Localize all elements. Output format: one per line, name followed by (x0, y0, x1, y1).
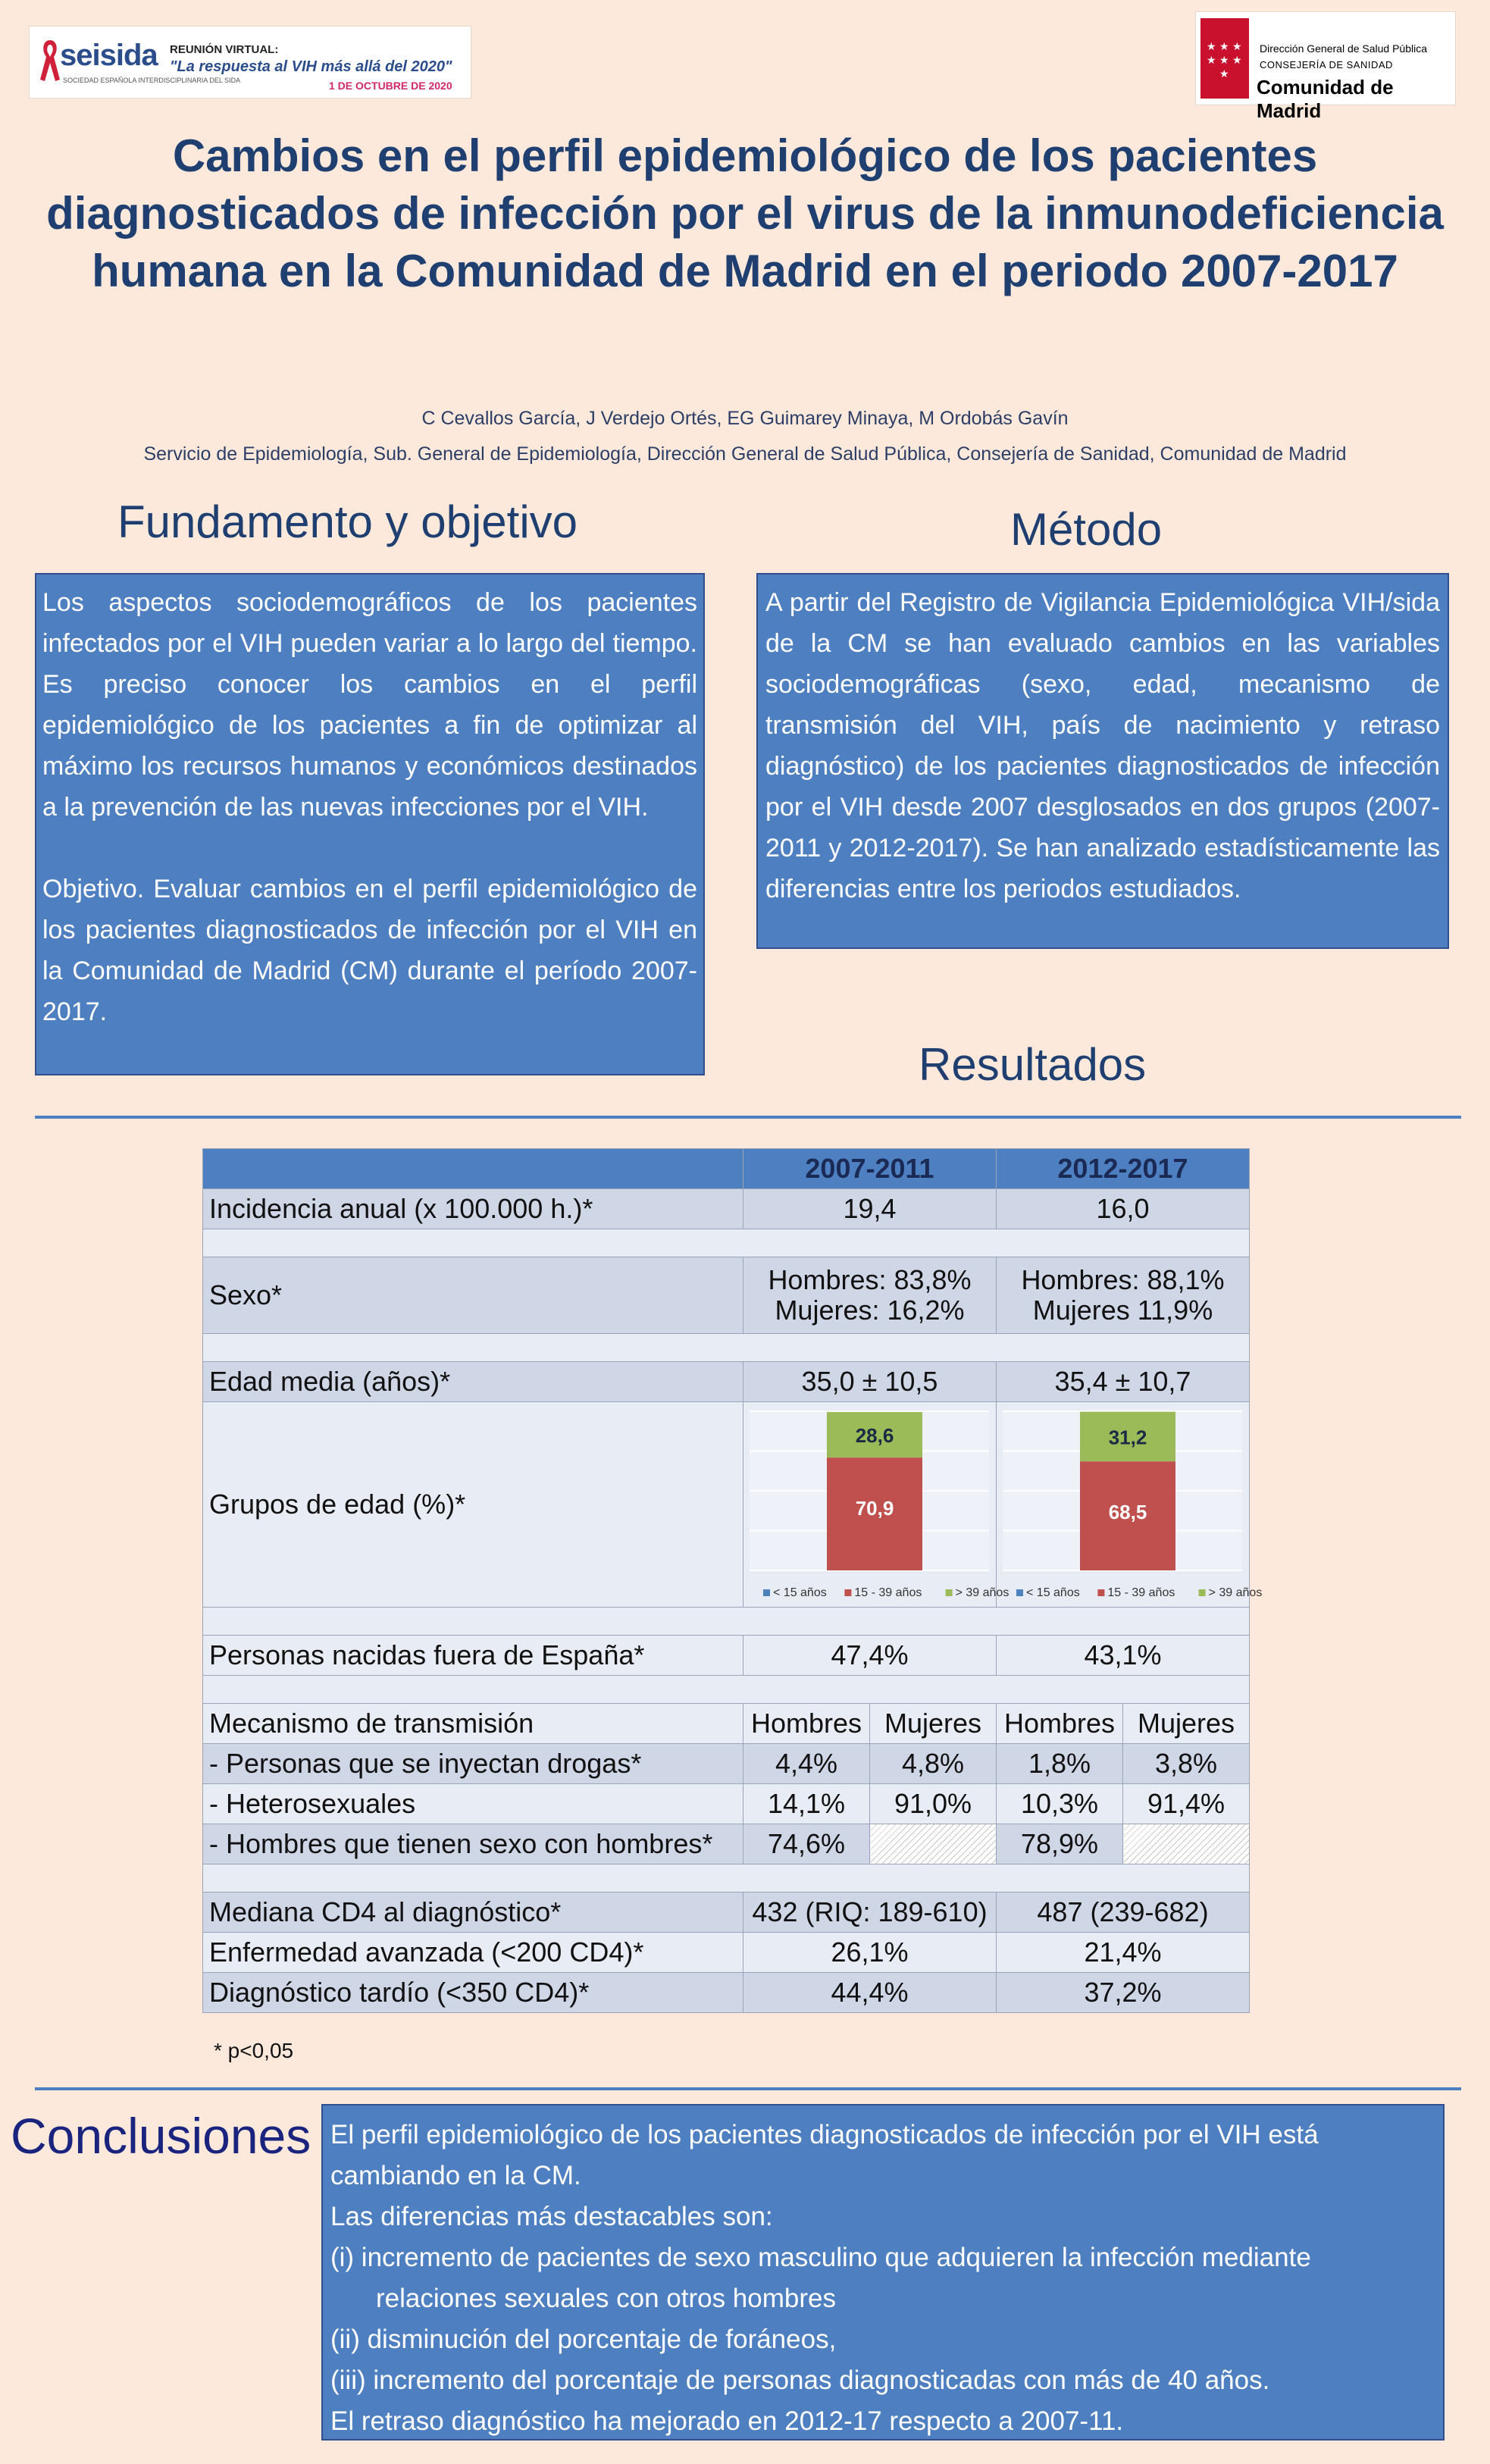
mecanismo-mujeres-2: Mujeres (1123, 1704, 1250, 1744)
conclusiones-box (321, 2104, 1445, 2441)
conclusiones-heading: Conclusiones (11, 2108, 311, 2164)
event-label: REUNIÓN VIRTUAL: (170, 43, 279, 56)
legend-swatch (1016, 1589, 1023, 1596)
resultados-heading: Resultados (919, 1039, 1147, 1090)
seisida-logo (29, 26, 471, 99)
madrid-logo-line1: Dirección General de Salud Pública (1260, 42, 1428, 55)
table-row (203, 1893, 1250, 1933)
grupos-edad-label: Grupos de edad (%)* (203, 1402, 743, 1608)
incidencia-value-2: 16,0 (997, 1189, 1250, 1229)
legend-swatch (1097, 1589, 1104, 1596)
tardio-value-1: 44,4% (743, 1973, 997, 2013)
seisida-brand-subtitle: SOCIEDAD ESPAÑOLA INTERDISCIPLINARIA DEL SIDA (63, 77, 241, 84)
hetero-m2: 91,4% (1123, 1784, 1250, 1824)
conclusion-line: El retraso diagnóstico ha mejorado en 2012-17 respecto a 2007-11. (330, 2406, 1124, 2436)
authors: C Cevallos García, J Verdejo Ortés, EG Guimarey Minaya, M Ordobás Gavín (421, 408, 1069, 429)
edad-media-label: Edad media (años)* (203, 1362, 743, 1402)
legend-label: > 39 años (955, 1586, 1010, 1599)
legend-swatch (946, 1589, 953, 1596)
pid-h2: 1,8% (997, 1744, 1123, 1784)
fundamento-box (35, 573, 705, 1075)
data-label: 28,6 (855, 1424, 894, 1448)
age-group-chart-2012-2017 (997, 1402, 1263, 1607)
pid-m2: 3,8% (1123, 1744, 1250, 1784)
table-row (203, 1784, 1250, 1824)
sexo-label: Sexo* (203, 1257, 743, 1334)
sexo-hombres-1: Hombres: 83,8% (768, 1264, 972, 1295)
hsh-m1-hatched (870, 1824, 997, 1864)
legend-label: > 39 años (1208, 1586, 1263, 1599)
edad-media-value-2: 35,4 ± 10,7 (997, 1362, 1250, 1402)
cd4-value-1: 432 (RIQ: 189-610) (743, 1893, 997, 1933)
comunidad-madrid-logo (1195, 11, 1456, 122)
hetero-label: - Heterosexuales (203, 1784, 743, 1824)
hetero-h1: 14,1% (743, 1784, 870, 1824)
hetero-h2: 10,3% (997, 1784, 1123, 1824)
sexo-value-1 (743, 1257, 997, 1334)
sexo-mujeres-2: Mujeres 11,9% (1032, 1295, 1213, 1326)
madrid-logo-line3: Comunidad de Madrid (1257, 76, 1394, 122)
legend-swatch (763, 1589, 770, 1596)
nacidos-fuera-label: Personas nacidas fuera de España* (203, 1636, 743, 1676)
red-ribbon-icon (39, 37, 61, 83)
legend-swatch (1199, 1589, 1206, 1596)
conclusion-item: (i) incremento de pacientes de sexo masculino que adquieren la infección mediante (330, 2243, 1311, 2272)
tardio-value-2: 37,2% (997, 1973, 1250, 2013)
madrid-logo-line2: CONSEJERÍA DE SANIDAD (1260, 59, 1393, 70)
pid-m1: 4,8% (870, 1744, 997, 1784)
madrid-flag-icon: ★ ★ ★ ★ ★ ★ ★ (1200, 18, 1249, 99)
table-row (203, 1744, 1250, 1784)
table-row (203, 1189, 1250, 1229)
avanzada-label: Enfermedad avanzada (<200 CD4)* (203, 1933, 743, 1973)
cd4-label: Mediana CD4 al diagnóstico* (203, 1893, 743, 1933)
results-table (202, 1148, 1263, 2013)
sexo-hombres-2: Hombres: 88,1% (1021, 1264, 1225, 1295)
table-row (203, 1704, 1250, 1744)
table-row (203, 1257, 1250, 1334)
poster-title: Cambios en el perfil epidemiológico de los pacientes diagnosticados de infección por el virus de la inmunodeficiencia humana en la Comunidad de Madrid en el periodo 2007-2017 (46, 130, 1444, 296)
avanzada-value-2: 21,4% (997, 1933, 1250, 1973)
sexo-mujeres-1: Mujeres: 16,2% (775, 1295, 965, 1326)
hsh-m2-hatched (1123, 1824, 1250, 1864)
cd4-value-2: 487 (239-682) (997, 1893, 1250, 1933)
table-row (203, 1973, 1250, 2013)
fundamento-paragraph: Los aspectos sociodemográficos de los pacientes infectados por el VIH pueden variar a lo largo del tiempo. Es preciso conocer los cambios en el perfil epidemiológico de los pacientes a fin de optimizar al máximo los recursos humanos y económicos destinados a la prevención de las nuevas infecciones por el VIH. (42, 588, 697, 822)
data-label: 68,5 (1108, 1501, 1147, 1524)
data-label: 70,9 (855, 1497, 894, 1520)
table-row (203, 1824, 1250, 1864)
hetero-m1: 91,0% (870, 1784, 997, 1824)
event-quote: "La respuesta al VIH más allá del 2020" (170, 58, 452, 75)
legend-label: 15 - 39 años (854, 1586, 922, 1599)
age-group-chart-2007-2011 (743, 1402, 1010, 1607)
metodo-box: A partir del Registro de Vigilancia Epidemiológica VIH/sida de la CM se han evaluado cambios en las variables sociodemográficas (sexo, edad, mecanismo de transmisión del VIH, país de nacimiento y retraso diagnóstico) de los pacientes diagnosticados de infección por el VIH desde 2007 desglosados en dos grupos (2007-2011 y 2012-2017). Se han analizado estadísticamente las diferencias entre los periodos estudiados. (756, 573, 1449, 949)
metodo-heading: Método (1010, 504, 1163, 555)
mecanismo-mujeres-1: Mujeres (870, 1704, 997, 1744)
conclusion-line: El perfil epidemiológico de los pacientes diagnosticados de infección por el VIH está cambiando en la CM. (330, 2120, 1319, 2190)
legend-label: 15 - 39 años (1107, 1586, 1175, 1599)
fundamento-heading: Fundamento y objetivo (117, 496, 578, 547)
incidencia-label: Incidencia anual (x 100.000 h.)* (203, 1189, 743, 1229)
hsh-label: - Hombres que tienen sexo con hombres* (203, 1824, 743, 1864)
hsh-h1: 74,6% (743, 1824, 870, 1864)
grupos-edad-chart-cell-2 (997, 1402, 1263, 1608)
conclusion-line: Las diferencias más destacables son: (330, 2202, 773, 2231)
hsh-h2: 78,9% (997, 1824, 1123, 1864)
grupos-edad-chart-cell-1 (743, 1402, 1010, 1608)
edad-media-value-1: 35,0 ± 10,5 (743, 1362, 997, 1402)
nacidos-fuera-value-2: 43,1% (997, 1636, 1250, 1676)
mecanismo-hombres-1: Hombres (743, 1704, 870, 1744)
section-divider (35, 2087, 1461, 2090)
affiliation: Servicio de Epidemiología, Sub. General de Epidemiología, Dirección General de Salud Pública, Consejería de Sanidad, Comunidad de Madrid (143, 443, 1347, 465)
nacidos-fuera-value-1: 47,4% (743, 1636, 997, 1676)
pid-label: - Personas que se inyectan drogas* (203, 1744, 743, 1784)
conclusion-item: (iii) incremento del porcentaje de personas diagnosticadas con más de 40 años. (330, 2365, 1270, 2395)
conclusion-item: (ii) disminución del porcentaje de foráneos, (330, 2325, 837, 2354)
sexo-value-2 (997, 1257, 1250, 1334)
conclusion-item-continued: relaciones sexuales con otros hombres (376, 2284, 836, 2313)
mecanismo-hombres-2: Hombres (997, 1704, 1123, 1744)
event-date: 1 DE OCTUBRE DE 2020 (329, 80, 452, 92)
table-row (203, 1362, 1250, 1402)
mecanismo-label: Mecanismo de transmisión (203, 1704, 743, 1744)
data-label: 31,2 (1108, 1426, 1147, 1449)
avanzada-value-1: 26,1% (743, 1933, 997, 1973)
legend-label: < 15 años (773, 1586, 827, 1599)
table-row (203, 1636, 1250, 1676)
table-header-row (203, 1149, 1250, 1189)
section-divider (35, 1116, 1461, 1119)
legend-label: < 15 años (1026, 1586, 1080, 1599)
period-header-1: 2007-2011 (743, 1149, 997, 1189)
period-header-2: 2012-2017 (997, 1149, 1250, 1189)
objetivo-paragraph: Objetivo. Evaluar cambios en el perfil epidemiológico de los pacientes diagnosticados de infección por el VIH en la Comunidad de Madrid (CM) durante el período 2007-2017. (42, 875, 697, 1026)
pid-h1: 4,4% (743, 1744, 870, 1784)
legend-swatch (844, 1589, 851, 1596)
tardio-label: Diagnóstico tardío (<350 CD4)* (203, 1973, 743, 2013)
seisida-brand: seisida (60, 39, 158, 72)
footnote: * p<0,05 (214, 2039, 294, 2062)
incidencia-value-1: 19,4 (743, 1189, 997, 1229)
table-row (203, 1933, 1250, 1973)
table-row (203, 1402, 1250, 1608)
